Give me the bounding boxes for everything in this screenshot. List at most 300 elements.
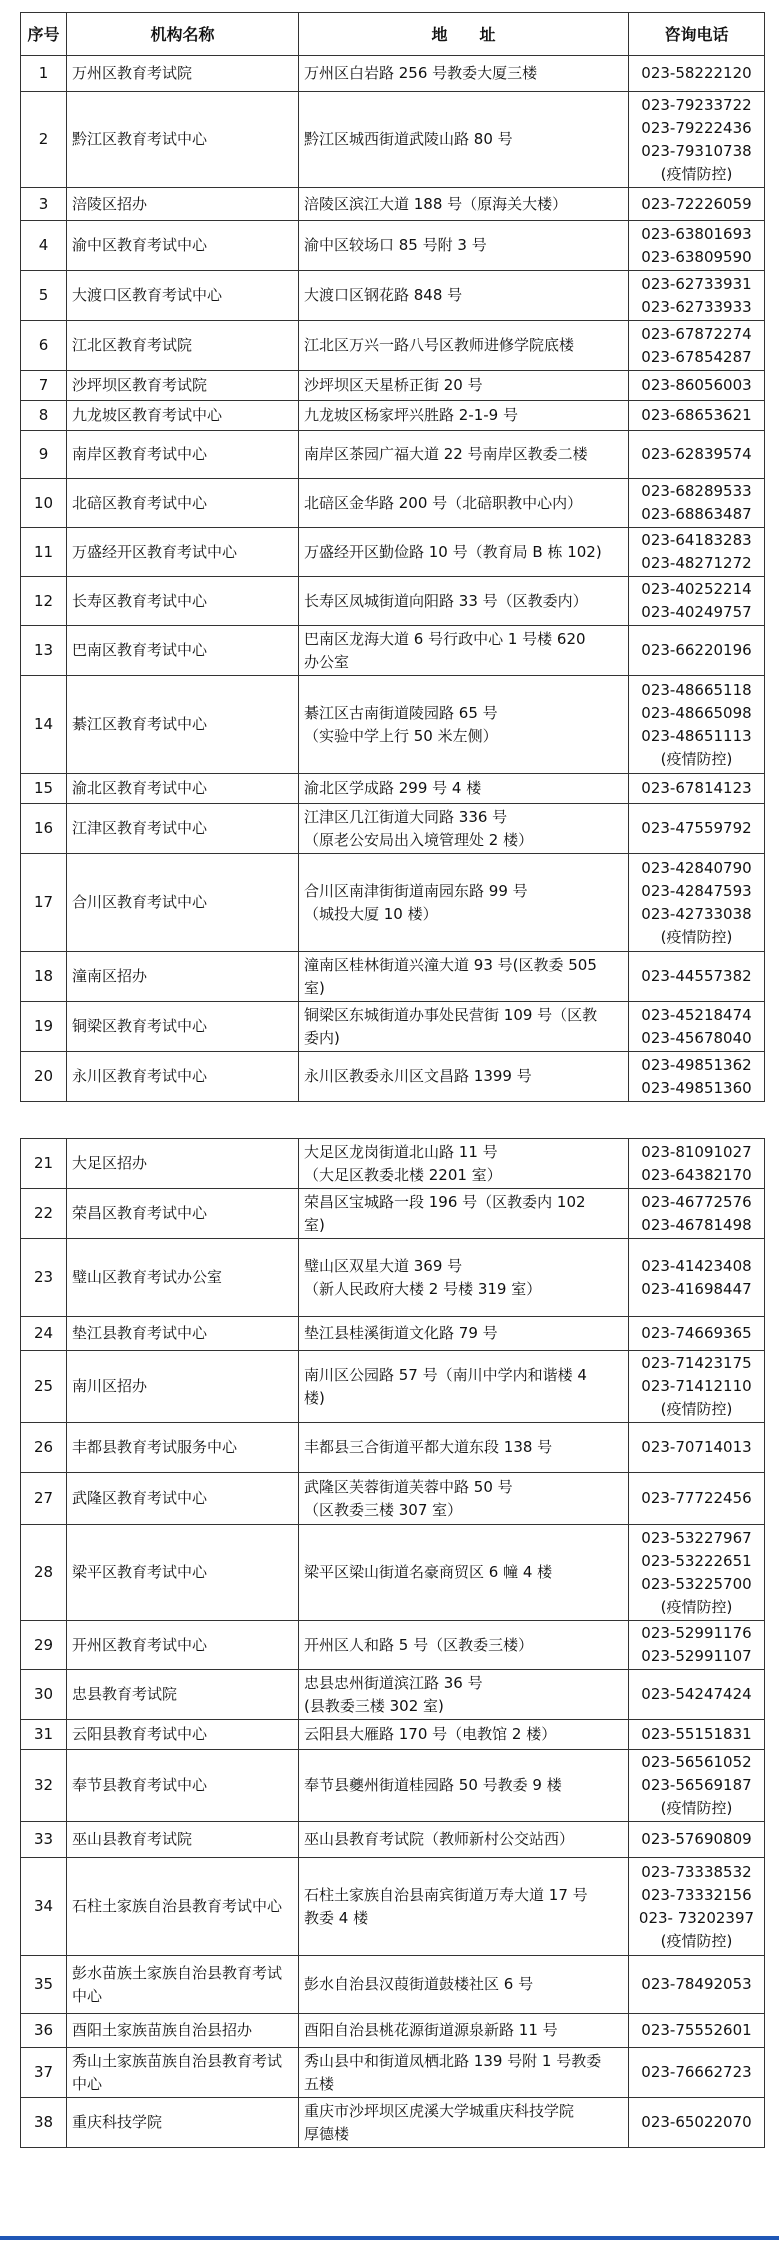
table-row [21,854,765,952]
table-row [21,1621,765,1670]
table-row [21,804,765,854]
cell-no: 35 [21,1956,67,2014]
phone-line: 023-75552601 [641,2021,752,2039]
cell-phone [629,56,765,92]
cell-institution-name: 梁平区教育考试中心 [67,1525,299,1621]
table-row [21,1239,765,1317]
cell-phone [629,626,765,676]
cell-no: 4 [21,221,67,271]
address-line: 室) [304,1215,325,1234]
cell-institution-name: 南岸区教育考试中心 [67,431,299,479]
cell-no: 6 [21,321,67,371]
phone-line: 023-73332156 [641,1885,752,1904]
cell-no: 25 [21,1351,67,1423]
cell-address [299,1858,629,1956]
cell-address [299,1189,629,1239]
table-row [21,1189,765,1239]
cell-address [299,431,629,479]
cell-no: 14 [21,676,67,774]
phone-line: 023-40252214 [641,580,752,598]
cell-address [299,676,629,774]
phone-line: (疫情防控) [660,1597,733,1616]
cell-institution-name: 武隆区教育考试中心 [67,1473,299,1525]
cell-institution-name: 大渡口区教育考试中心 [67,271,299,321]
address-line: 酉阳自治县桃花源街道源泉新路 11 号 [304,2021,558,2039]
phone-line: 023-49851360 [641,1078,752,1097]
cell-institution-name: 丰都县教育考试服务中心 [67,1423,299,1473]
cell-phone [629,774,765,804]
cell-institution-name: 忠县教育考试院 [67,1670,299,1720]
cell-phone [629,1956,765,2014]
cell-institution-name: 大足区招办 [67,1139,299,1189]
phone-line: (疫情防控) [660,1400,733,1418]
cell-no: 24 [21,1317,67,1351]
table-row [21,1525,765,1621]
cell-address [299,56,629,92]
cell-address [299,774,629,804]
cell-address [299,1822,629,1858]
cell-phone [629,1317,765,1351]
cell-no: 19 [21,1002,67,1052]
cell-address [299,2098,629,2148]
cell-phone [629,431,765,479]
phone-line: 023- 73202397 [638,1908,755,1927]
cell-phone [629,401,765,431]
address-line: 彭水自治县汉葭街道鼓楼社区 6 号 [304,1975,534,1993]
cell-no: 3 [21,188,67,221]
phone-line: 023-63809590 [641,247,752,266]
address-line: 厚德楼 [304,2124,350,2143]
cell-no: 31 [21,1720,67,1750]
cell-no: 7 [21,371,67,401]
phone-line: 023-55151831 [641,1725,752,1743]
phone-line: 023-71423175 [641,1354,752,1372]
cell-no: 27 [21,1473,67,1525]
cell-phone [629,2048,765,2098]
cell-phone [629,1052,765,1102]
cell-address [299,577,629,626]
phone-line: 023-52991176 [641,1624,752,1642]
cell-no: 12 [21,577,67,626]
cell-phone [629,676,765,774]
address-line: 渝中区较场口 85 号附 3 号 [304,236,487,254]
cell-address [299,1621,629,1670]
cell-address [299,626,629,676]
phone-line: 023-64183283 [641,531,752,549]
address-line: 垫江县桂溪街道文化路 79 号 [304,1324,498,1342]
cell-no: 10 [21,479,67,528]
phone-line: 023-52991107 [641,1647,752,1665]
institution-table-part2 [20,1138,765,2148]
header-no: 序号 [21,13,67,56]
phone-line: 023-53225700 [641,1574,752,1593]
cell-phone [629,1239,765,1317]
address-line: 万盛经开区勤俭路 10 号（教育局 B 栋 102) [304,542,602,561]
cell-address [299,1525,629,1621]
cell-address [299,1351,629,1423]
address-line: 丰都县三合街道平都大道东段 138 号 [304,1438,553,1456]
phone-line: 023-46772576 [641,1192,752,1211]
cell-phone [629,1139,765,1189]
table-row [21,1317,765,1351]
table-row [21,1956,765,2014]
cell-phone [629,1720,765,1750]
cell-institution-name: 石柱土家族自治县教育考试中心 [67,1858,299,1956]
table-row [21,321,765,371]
cell-institution-name: 渝中区教育考试中心 [67,221,299,271]
phone-line: (疫情防控) [660,927,733,946]
phone-line: (疫情防控) [660,1799,733,1817]
cell-address [299,2048,629,2098]
address-line: 重庆市沙坪坝区虎溪大学城重庆科技学院 [304,2101,575,2120]
address-line: 教委 4 楼 [304,1908,369,1927]
cell-institution-name: 沙坪坝区教育考试院 [67,371,299,401]
address-line: 江北区万兴一路八号区教师进修学院底楼 [304,336,575,354]
phone-line: 023-86056003 [641,376,752,394]
cell-address [299,1720,629,1750]
cell-phone [629,1473,765,1525]
address-line: 五楼 [304,2074,335,2093]
address-line: 渝北区学成路 299 号 4 楼 [304,779,482,797]
cell-institution-name: 万盛经开区教育考试中心 [67,528,299,577]
page-bottom-rule [0,2236,779,2240]
cell-phone [629,1670,765,1720]
address-line: （新人民政府大楼 2 号楼 319 室） [304,1279,542,1298]
address-line: 璧山区双星大道 369 号 [304,1256,463,1275]
phone-line: 023-74669365 [641,1324,752,1342]
phone-line: 023-62733931 [641,274,752,293]
table-row [21,221,765,271]
address-line: 云阳县大雁路 170 号（电教馆 2 楼） [304,1725,557,1743]
address-line: 室) [304,978,325,997]
address-line: 大渡口区钢花路 848 号 [304,286,463,304]
phone-line: 023-54247424 [641,1685,752,1703]
phone-line: 023-62839574 [641,445,752,463]
address-line: 梁平区梁山街道名豪商贸区 6 幢 4 楼 [304,1563,553,1581]
phone-line: 023-63801693 [641,224,752,243]
phone-line: 023-79233722 [641,95,752,114]
phone-line: 023-64382170 [641,1165,752,1184]
table-row [21,676,765,774]
phone-line: 023-67872274 [641,324,752,343]
cell-institution-name: 秀山土家族苗族自治县教育考试中心 [67,2048,299,2098]
phone-line: 023-67854287 [641,347,752,366]
phone-line: 023-48665098 [641,703,752,722]
table-row [21,1750,765,1822]
cell-address [299,1670,629,1720]
cell-no: 18 [21,952,67,1002]
phone-line: 023-79222436 [641,118,752,137]
cell-institution-name: 垫江县教育考试中心 [67,1317,299,1351]
phone-line: 023-65022070 [641,2113,752,2131]
cell-address [299,1139,629,1189]
cell-phone [629,1858,765,1956]
cell-no: 37 [21,2048,67,2098]
table-row [21,479,765,528]
table-row [21,1473,765,1525]
cell-address [299,1317,629,1351]
address-line: 永川区教委永川区文昌路 1399 号 [304,1067,532,1085]
cell-no: 22 [21,1189,67,1239]
cell-address [299,2014,629,2048]
cell-no: 34 [21,1858,67,1956]
phone-line: (疫情防控) [660,1931,733,1950]
cell-no: 16 [21,804,67,854]
cell-institution-name: 北碚区教育考试中心 [67,479,299,528]
cell-institution-name: 涪陵区招办 [67,188,299,221]
table-row [21,371,765,401]
cell-address [299,188,629,221]
address-line: 大足区龙岗街道北山路 11 号 [304,1142,498,1161]
address-line: 铜梁区东城街道办事处民营街 109 号（区教 [304,1005,598,1024]
cell-no: 9 [21,431,67,479]
table-row [21,577,765,626]
cell-no: 1 [21,56,67,92]
cell-address [299,804,629,854]
phone-line: 023-68863487 [641,505,752,523]
cell-phone [629,92,765,188]
table-row [21,188,765,221]
cell-phone [629,1525,765,1621]
table-row [21,92,765,188]
table-row [21,1423,765,1473]
cell-no: 11 [21,528,67,577]
phone-line: 023-53222651 [641,1551,752,1570]
phone-line: 023-71412110 [641,1377,752,1395]
phone-line: 023-42840790 [641,858,752,877]
table-row [21,431,765,479]
cell-institution-name: 酉阳土家族苗族自治县招办 [67,2014,299,2048]
phone-line: 023-70714013 [641,1438,752,1456]
cell-no: 2 [21,92,67,188]
address-line: （大足区教委北楼 2201 室） [304,1165,502,1184]
cell-institution-name: 江北区教育考试院 [67,321,299,371]
phone-line: (疫情防控) [660,164,733,183]
cell-institution-name: 合川区教育考试中心 [67,854,299,952]
cell-address [299,371,629,401]
cell-no: 38 [21,2098,67,2148]
cell-institution-name: 云阳县教育考试中心 [67,1720,299,1750]
cell-no: 26 [21,1423,67,1473]
cell-address [299,1239,629,1317]
cell-institution-name: 重庆科技学院 [67,2098,299,2148]
address-line: （原老公安局出入境管理处 2 楼） [304,830,534,849]
cell-phone [629,804,765,854]
table-row [21,1002,765,1052]
table-row [21,1052,765,1102]
header-name: 机构名称 [67,13,299,56]
cell-address [299,854,629,952]
address-line: 楼) [304,1388,325,1407]
cell-institution-name: 渝北区教育考试中心 [67,774,299,804]
address-line: 巫山县教育考试院（教师新村公交站西） [304,1830,575,1848]
table-row [21,1858,765,1956]
phone-line: 023-67814123 [641,779,752,797]
phone-line: 023-56569187 [641,1776,752,1794]
cell-institution-name: 永川区教育考试中心 [67,1052,299,1102]
cell-no: 17 [21,854,67,952]
address-line: 潼南区桂林街道兴潼大道 93 号(区教委 505 [304,955,597,974]
cell-institution-name: 万州区教育考试院 [67,56,299,92]
cell-address [299,1750,629,1822]
cell-no: 13 [21,626,67,676]
phone-line: 023-77722456 [641,1489,752,1507]
cell-no: 33 [21,1822,67,1858]
phone-line: 023-48271272 [641,554,752,572]
table-row [21,952,765,1002]
cell-address [299,528,629,577]
phone-line: 023-42847593 [641,881,752,900]
cell-phone [629,1750,765,1822]
address-line: 南岸区茶园广福大道 22 号南岸区教委二楼 [304,445,588,463]
cell-phone [629,1423,765,1473]
address-line: 涪陵区滨江大道 188 号（原海关大楼） [304,194,568,213]
cell-institution-name: 铜梁区教育考试中心 [67,1002,299,1052]
address-line: 忠县忠州街道滨江路 36 号 [304,1673,483,1692]
cell-no: 20 [21,1052,67,1102]
cell-institution-name: 奉节县教育考试中心 [67,1750,299,1822]
address-line: （城投大厦 10 楼） [304,904,438,923]
phone-line: 023-57690809 [641,1830,752,1848]
cell-address [299,1423,629,1473]
table-row [21,1351,765,1423]
table-row [21,528,765,577]
table-row [21,56,765,92]
address-line: 合川区南津街街道南园东路 99 号 [304,881,528,900]
address-line: 沙坪坝区天星桥正街 20 号 [304,376,483,394]
address-line: 委内) [304,1028,340,1047]
table-row [21,401,765,431]
cell-no: 15 [21,774,67,804]
cell-no: 23 [21,1239,67,1317]
cell-phone [629,952,765,1002]
cell-institution-name: 开州区教育考试中心 [67,1621,299,1670]
phone-line: 023-47559792 [641,819,752,837]
cell-address [299,221,629,271]
cell-no: 36 [21,2014,67,2048]
address-line: 巴南区龙海大道 6 号行政中心 1 号楼 620 [304,629,586,648]
address-line: 黔江区城西街道武陵山路 80 号 [304,130,513,148]
cell-address [299,1002,629,1052]
cell-institution-name: 南川区招办 [67,1351,299,1423]
cell-phone [629,1002,765,1052]
phone-line: 023-76662723 [641,2063,752,2081]
cell-address [299,271,629,321]
cell-no: 28 [21,1525,67,1621]
phone-line: 023-45678040 [641,1028,752,1047]
phone-line: 023-81091027 [641,1142,752,1161]
cell-institution-name: 荣昌区教育考试中心 [67,1189,299,1239]
phone-line: 023-79310738 [641,141,752,160]
address-line: （区教委三楼 307 室） [304,1500,463,1519]
cell-address [299,1956,629,2014]
header-address: 地 址 [299,13,629,56]
cell-no: 30 [21,1670,67,1720]
cell-institution-name: 彭水苗族土家族自治县教育考试中心 [67,1956,299,2014]
cell-no: 8 [21,401,67,431]
cell-phone [629,1822,765,1858]
cell-phone [629,371,765,401]
address-line: 北碚区金华路 200 号（北碚职教中心内） [304,493,583,512]
address-line: 秀山县中和街道凤栖北路 139 号附 1 号教委 [304,2051,602,2070]
cell-institution-name: 九龙坡区教育考试中心 [67,401,299,431]
phone-line: (疫情防控) [660,749,733,768]
table-row [21,774,765,804]
table-row [21,1822,765,1858]
header-phone: 咨询电话 [629,13,765,56]
cell-phone [629,854,765,952]
phone-line: 023-41423408 [641,1256,752,1275]
cell-address [299,479,629,528]
cell-institution-name: 巴南区教育考试中心 [67,626,299,676]
phone-line: 023-68289533 [641,482,752,500]
cell-phone [629,528,765,577]
cell-address [299,401,629,431]
phone-line: 023-40249757 [641,603,752,621]
address-line: 荣昌区宝城路一段 196 号（区教委内 102 [304,1192,586,1211]
table-row [21,1720,765,1750]
cell-phone [629,2098,765,2148]
phone-line: 023-68653621 [641,406,752,424]
phone-line: 023-48665118 [641,680,752,699]
address-line: 綦江区古南街道陵园路 65 号 [304,703,498,722]
address-line: (县教委三楼 302 室) [304,1696,444,1715]
cell-phone [629,271,765,321]
phone-line: 023-45218474 [641,1005,752,1024]
cell-phone [629,188,765,221]
address-line: 南川区公园路 57 号（南川中学内和谐楼 4 [304,1365,587,1384]
table-row [21,2098,765,2148]
table-row [21,1139,765,1189]
cell-phone [629,479,765,528]
cell-institution-name: 潼南区招办 [67,952,299,1002]
phone-line: 023-62733933 [641,297,752,316]
phone-line: 023-58222120 [641,64,752,82]
address-line: 万州区白岩路 256 号教委大厦三楼 [304,64,538,82]
phone-line: 023-56561052 [641,1753,752,1771]
cell-institution-name: 璧山区教育考试办公室 [67,1239,299,1317]
cell-institution-name: 黔江区教育考试中心 [67,92,299,188]
phone-line: 023-42733038 [641,904,752,923]
table-row [21,271,765,321]
cell-institution-name: 綦江区教育考试中心 [67,676,299,774]
address-line: 奉节县夔州街道桂园路 50 号教委 9 楼 [304,1776,562,1794]
phone-line: 023-46781498 [641,1215,752,1234]
cell-phone [629,221,765,271]
phone-line: 023-53227967 [641,1528,752,1547]
table-row [21,626,765,676]
address-line: 石柱土家族自治县南宾街道万寿大道 17 号 [304,1885,588,1904]
cell-no: 32 [21,1750,67,1822]
cell-address [299,1052,629,1102]
table-row [21,2048,765,2098]
phone-line: 023-73338532 [641,1862,752,1881]
address-line: 长寿区凤城街道向阳路 33 号（区教委内） [304,591,588,610]
cell-institution-name: 江津区教育考试中心 [67,804,299,854]
cell-phone [629,2014,765,2048]
address-line: 江津区几江街道大同路 336 号 [304,807,508,826]
cell-phone [629,1351,765,1423]
cell-institution-name: 长寿区教育考试中心 [67,577,299,626]
cell-address [299,1473,629,1525]
cell-address [299,92,629,188]
address-line: 办公室 [304,652,350,671]
address-line: （实验中学上行 50 米左侧） [304,726,498,745]
cell-phone [629,577,765,626]
cell-address [299,952,629,1002]
institution-table-part1 [20,12,765,1102]
address-line: 开州区人和路 5 号（区教委三楼） [304,1635,534,1654]
